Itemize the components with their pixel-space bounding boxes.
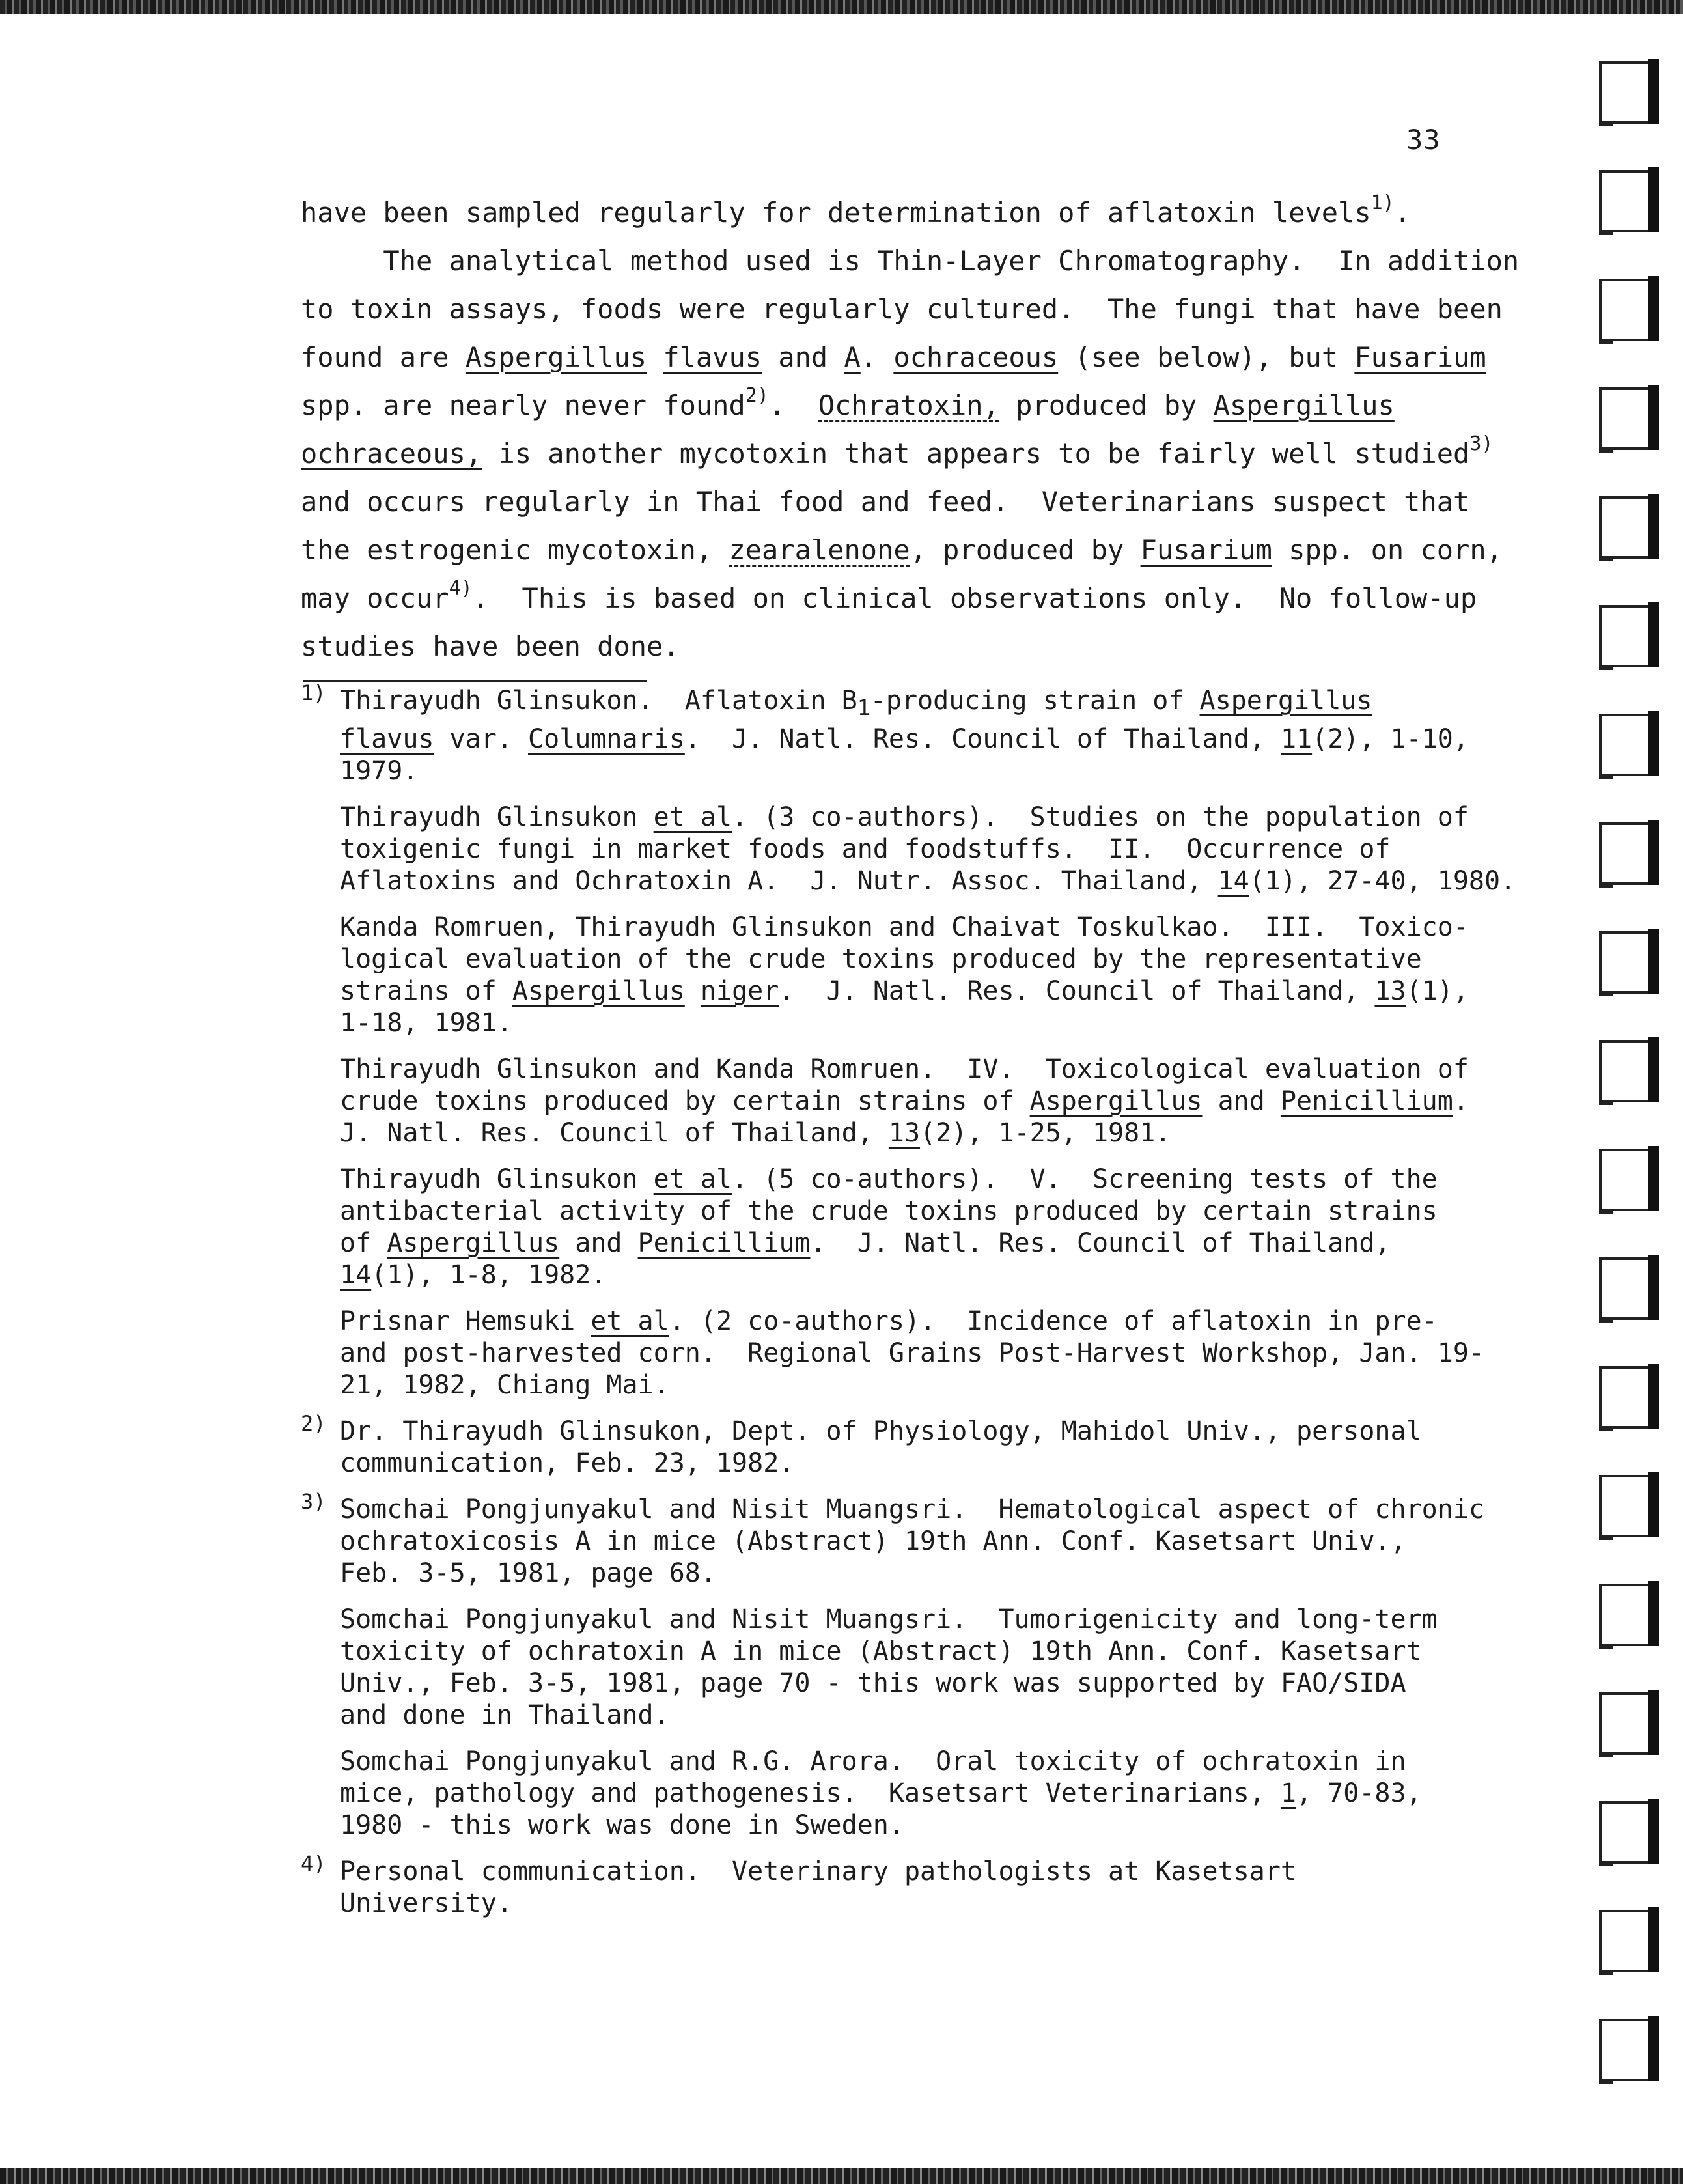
reference-line [340,975,1570,1007]
reference-line [340,1085,1570,1117]
reference-line: Personal communication. Veterinary pathologists at Kasetsart [340,1856,1297,1886]
text: (1), 1-8, 1982. [371,1260,607,1290]
reference [340,1604,1570,1731]
binding-ring-part [1648,929,1659,994]
binding-ring [1589,1248,1660,1326]
binding-ring-part [1599,121,1650,124]
text: produced by [999,389,1214,421]
reference-line: Somchai Pongjunyakul and Nisit Muangsri. Tumorigenicity and long-term [340,1604,1438,1634]
text: Aflatoxins and Ochratoxin A. J. Nutr. Assoc. Thailand, [340,866,1218,896]
binding-ring-part [1599,2019,1650,2021]
binding-ring [1589,378,1660,456]
scan-edge-bottom [0,2168,1683,2184]
binding-ring-part [1599,605,1613,670]
reference-line: Kanda Romruen, Thirayudh Glinsukon and Chaivat Toskulkao. III. Toxico- [340,912,1469,942]
binding-ring-part [1648,602,1659,667]
binding-ring [1589,52,1660,130]
volume: 11 [1280,724,1313,754]
binding-ring [1589,1466,1660,1544]
text: (see below), but [1058,341,1355,373]
text: , 70-83, [1296,1778,1422,1808]
binding-ring [1589,1140,1660,1218]
binding-ring-part [1599,1040,1650,1043]
binding-ring-part [1599,882,1650,885]
et-al: et al [653,1164,732,1194]
binding-ring-part [1648,1146,1659,1211]
binding-ring-part [1599,714,1650,716]
binding-ring-part [1648,1472,1659,1537]
binding-ring-part [1599,605,1650,608]
text: spp. are nearly never found [301,389,745,421]
binding-ring-part [1599,339,1650,341]
reference-line: Univ., Feb. 3-5, 1981, page 70 - this work was supported by FAO/SIDA [340,1668,1406,1698]
body-line: studies have been done. [301,630,680,662]
reference-line: toxicity of ochratoxin A in mice (Abstract) 19th Ann. Conf. Kasetsart [340,1636,1422,1666]
binding-ring-part [1599,1426,1650,1429]
binding-ring-part [1599,170,1650,173]
binding-ring-part [1599,1801,1613,1866]
reference-line: Feb. 3-5, 1981, page 68. [340,1558,716,1588]
species-name: Aspergillus [465,341,647,373]
binding-ring-part [1648,1255,1659,1320]
binding-ring-part [1599,1040,1613,1105]
binding-ring-part [1648,1799,1659,1864]
binding-ring-part [1599,387,1613,453]
species-name: Columnaris [528,724,685,754]
text: . This is based on clinical observations only. No follow-up [472,582,1477,614]
binding-ring-part [1599,1801,1650,1804]
binding-ring-part [1648,2016,1659,2081]
reference-line: 1979. [340,756,419,786]
binding-ring [1589,1792,1660,1870]
text: and [559,1228,638,1258]
reference-line: Thirayudh Glinsukon and Kanda Romruen. IV. Toxicological evaluation of [340,1054,1469,1084]
text: (2), 1-25, 1981. [920,1118,1171,1148]
footnote-ref: 2) [745,384,769,407]
text: (1), [1406,976,1469,1006]
binding-ring [1589,2009,1660,2088]
binding-ring-part [1648,1690,1659,1755]
species-name: ochraceous [893,341,1059,373]
binding-ring-part [1648,1364,1659,1429]
binding-ring-part [1599,1257,1613,1323]
binding-ring-part [1599,1475,1650,1477]
reference-line: University. [340,1888,512,1918]
binding-ring-part [1599,279,1613,344]
binding-ring-part [1599,822,1613,888]
volume: 1 [1280,1778,1297,1808]
species-name: Aspergillus [1199,686,1372,716]
reference-line [340,1259,1570,1291]
reference-line: Somchai Pongjunyakul and R.G. Arora. Oral toxicity of ochratoxin in [340,1746,1406,1776]
text: . (2 co-authors). Incidence of aflatoxin in pre- [669,1306,1438,1336]
binding-ring-part [1648,711,1659,776]
reference-line: communication, Feb. 23, 1982. [340,1448,795,1478]
body-line [301,189,1538,237]
binding-ring-part [1648,276,1659,341]
text: is another mycotoxin that appears to be fairly well studied [482,438,1470,469]
reference-line: Dr. Thirayudh Glinsukon, Dept. of Physiology, Mahidol Univ., personal [340,1416,1422,1446]
binding-ring-part [1648,59,1659,124]
text: strains of [340,976,512,1006]
reference-line [340,1164,1570,1196]
text: . (5 co-authors). V. Screening tests of the [732,1164,1438,1194]
reference [340,685,1570,787]
text: . [768,389,818,421]
binding-ring-part [1599,1861,1650,1864]
reference-line: 21, 1982, Chiang Mai. [340,1370,669,1400]
text: Thirayudh Glinsukon [340,1164,654,1194]
binding-ring-part [1648,820,1659,885]
binding-ring-part [1599,1366,1613,1431]
et-al: et al [653,802,732,832]
footnote-4 [301,1851,1570,1920]
text: (2), 1-10, [1312,724,1469,754]
binding-ring-part [1599,61,1613,126]
toxin-name: zearalenone [729,534,910,566]
binding-ring [1589,1575,1660,1653]
body-line: and occurs regularly in Thai food and feed. Veterinarians suspect that [301,486,1470,518]
text: mice, pathology and pathogenesis. Kasetsart Veterinarians, [340,1778,1281,1808]
reference-line: antibacterial activity of the crude toxins produced by certain strains [340,1196,1438,1226]
species-name: ochraceous, [301,438,482,469]
body-line [301,333,1538,382]
scan-edge-top [0,0,1683,14]
binding-ring-part [1599,1970,1650,1972]
volume: 14 [1217,866,1249,896]
binding-ring-part [1599,931,1650,934]
species-name: Penicillium [1280,1086,1453,1116]
reference [340,1416,1570,1479]
binding-ring-part [1599,1692,1613,1757]
reference [340,802,1570,897]
binding-ring-part [1599,1366,1650,1369]
reference-line: and post-harvested corn. Regional Grains Post-Harvest Workshop, Jan. 19- [340,1338,1484,1368]
binding-ring-part [1599,1100,1650,1102]
reference [340,1746,1570,1841]
text: Prisnar Hemsuki [340,1306,591,1336]
binding-ring [1589,1901,1660,1979]
binding-ring-part [1599,279,1650,281]
binding-ring [1589,161,1660,239]
body-line [301,574,1538,623]
body-line: to toxin assays, foods were regularly cultured. The fungi that have been [301,293,1503,325]
binding-ring [1589,1031,1660,1109]
text: , produced by [910,534,1141,566]
text: may occur [301,582,449,614]
species-name: A [844,341,861,373]
binding-ring [1589,813,1660,891]
species-name: Penicillium [637,1228,811,1258]
binding-ring-part [1599,1149,1613,1214]
binding-ring-part [1599,1910,1650,1912]
body-line [301,526,1538,574]
species-name: flavus [663,341,762,373]
binding-ring [1589,596,1660,674]
volume: 14 [340,1260,372,1290]
text: Thirayudh Glinsukon. Aflatoxin B [340,686,857,716]
text: . J. Natl. Res. Council of Thailand, [810,1228,1391,1258]
reference-line [340,865,1570,897]
binding-ring-part [1648,494,1659,559]
binding-ring-part [1599,714,1613,779]
reference [340,1494,1570,1589]
binding-ring-part [1599,496,1613,561]
text: . [860,341,894,373]
reference [340,1054,1570,1149]
binding-ring-part [1599,1752,1650,1755]
reference [340,1164,1570,1291]
text: have been sampled regularly for determination of aflatoxin levels [301,197,1371,229]
reference-line: 1-18, 1981. [340,1008,512,1038]
text: the estrogenic mycotoxin, [301,534,729,566]
reference-line: and done in Thailand. [340,1700,669,1730]
reference-line [340,802,1570,833]
binding-ring-part [1599,931,1613,996]
binding-ring-part [1599,230,1650,232]
et-al: et al [591,1306,669,1336]
binding-ring-part [1599,1257,1650,1260]
page-number: 33 [1406,124,1441,156]
binding-ring-part [1599,556,1650,559]
species-name: flavus [340,724,434,754]
volume: 13 [1374,976,1406,1006]
binding-ring [1589,487,1660,565]
text: found are [301,341,466,373]
reference-line: toxigenic fungi in market foods and foodstuffs. II. Occurrence of [340,834,1391,864]
footnote-marker: 4) [301,1851,326,1876]
reference-line [340,685,1570,723]
text: J. Natl. Res. Council of Thailand, [340,1118,889,1148]
species-name: Aspergillus [512,976,685,1006]
text: . J. Natl. Res. Council of Thailand, [684,724,1281,754]
reference-line [340,1227,1570,1259]
text: -producing strain of [870,686,1200,716]
reference-line: Somchai Pongjunyakul and Nisit Muangsri. Hematological aspect of chronic [340,1494,1484,1524]
footnote-marker: 1) [301,680,326,705]
reference-line [340,1778,1570,1810]
binding-ring-part [1599,1692,1650,1695]
body-line [301,382,1538,430]
footnote-marker: 2) [301,1411,326,1436]
volume: 13 [888,1118,921,1148]
binding-ring [1589,1683,1660,1761]
text: and [762,341,844,373]
spiral-binding [1576,52,1683,2136]
binding-ring-part [1648,385,1659,450]
reference [340,912,1570,1039]
footnote-divider [303,680,647,682]
binding-ring-part [1599,387,1650,390]
binding-ring [1589,922,1660,1000]
text: and [1202,1086,1281,1116]
binding-ring-part [1599,822,1650,825]
binding-ring-part [1599,1584,1650,1586]
text: of [340,1228,387,1258]
footnote-3 [301,1489,1570,1841]
binding-ring-part [1599,1209,1650,1211]
text: var. [434,724,528,754]
text: spp. on corn, [1272,534,1503,566]
binding-ring [1589,270,1660,348]
binding-ring-part [1599,1317,1650,1320]
binding-ring-part [1599,1149,1650,1151]
species-name: niger [700,976,779,1006]
binding-ring-part [1599,1644,1650,1646]
reference [340,1306,1570,1401]
footnote-2 [301,1411,1570,1479]
species-name: Aspergillus [1029,1086,1203,1116]
reference-line: 1980 - this work was done in Sweden. [340,1810,904,1840]
binding-ring-part [1599,496,1650,499]
reference-line [340,1306,1570,1337]
binding-ring-part [1599,665,1650,667]
text: . J. Natl. Res. Council of Thailand, [779,976,1375,1006]
footnote-ref: 4) [449,577,473,600]
subscript: 1 [857,695,870,720]
binding-ring [1589,1357,1660,1435]
binding-ring-part [1599,991,1650,994]
text: crude toxins produced by certain strains of [340,1086,1030,1116]
reference [340,1856,1570,1920]
text: . [1453,1086,1469,1116]
species-name: Fusarium [1140,534,1272,566]
body-line [301,430,1538,478]
binding-ring-part [1599,2079,1650,2081]
toxin-name: Ochratoxin, [818,389,999,421]
species-name: Aspergillus [1213,389,1395,421]
binding-ring-part [1599,774,1650,776]
binding-ring [1589,705,1660,783]
binding-ring-part [1648,167,1659,232]
binding-ring-part [1599,447,1650,450]
species-name: Fusarium [1354,341,1486,373]
footnote-ref: 3) [1469,432,1494,455]
binding-ring-part [1648,1581,1659,1646]
binding-ring-part [1599,1910,1613,1975]
footnote-marker: 3) [301,1489,326,1514]
text: Thirayudh Glinsukon [340,802,654,832]
binding-ring-part [1599,61,1650,64]
binding-ring-part [1599,1475,1613,1540]
body-paragraph [301,189,1538,671]
binding-ring-part [1599,2019,1613,2084]
reference-line: ochratoxicosis A in mice (Abstract) 19th Ann. Conf. Kasetsart Univ., [340,1526,1406,1556]
binding-ring-part [1599,170,1613,235]
body-line: The analytical method used is Thin-Layer Chromatography. In addition [301,245,1520,277]
reference-line [340,1117,1570,1149]
species-name: Aspergillus [387,1228,560,1258]
binding-ring-part [1648,1037,1659,1102]
text: . [1394,197,1412,229]
text: . (3 co-authors). Studies on the population of [732,802,1469,832]
binding-ring-part [1648,1907,1659,1972]
binding-ring-part [1599,1584,1613,1649]
reference-line: logical evaluation of the crude toxins produced by the representative [340,944,1422,974]
footnote-1 [301,680,1570,1401]
text: (1), 27-40, 1980. [1249,866,1516,896]
footnote-ref: 1) [1370,191,1395,214]
reference-line [340,723,1570,755]
footnotes [301,680,1570,1920]
binding-ring-part [1599,1535,1650,1537]
